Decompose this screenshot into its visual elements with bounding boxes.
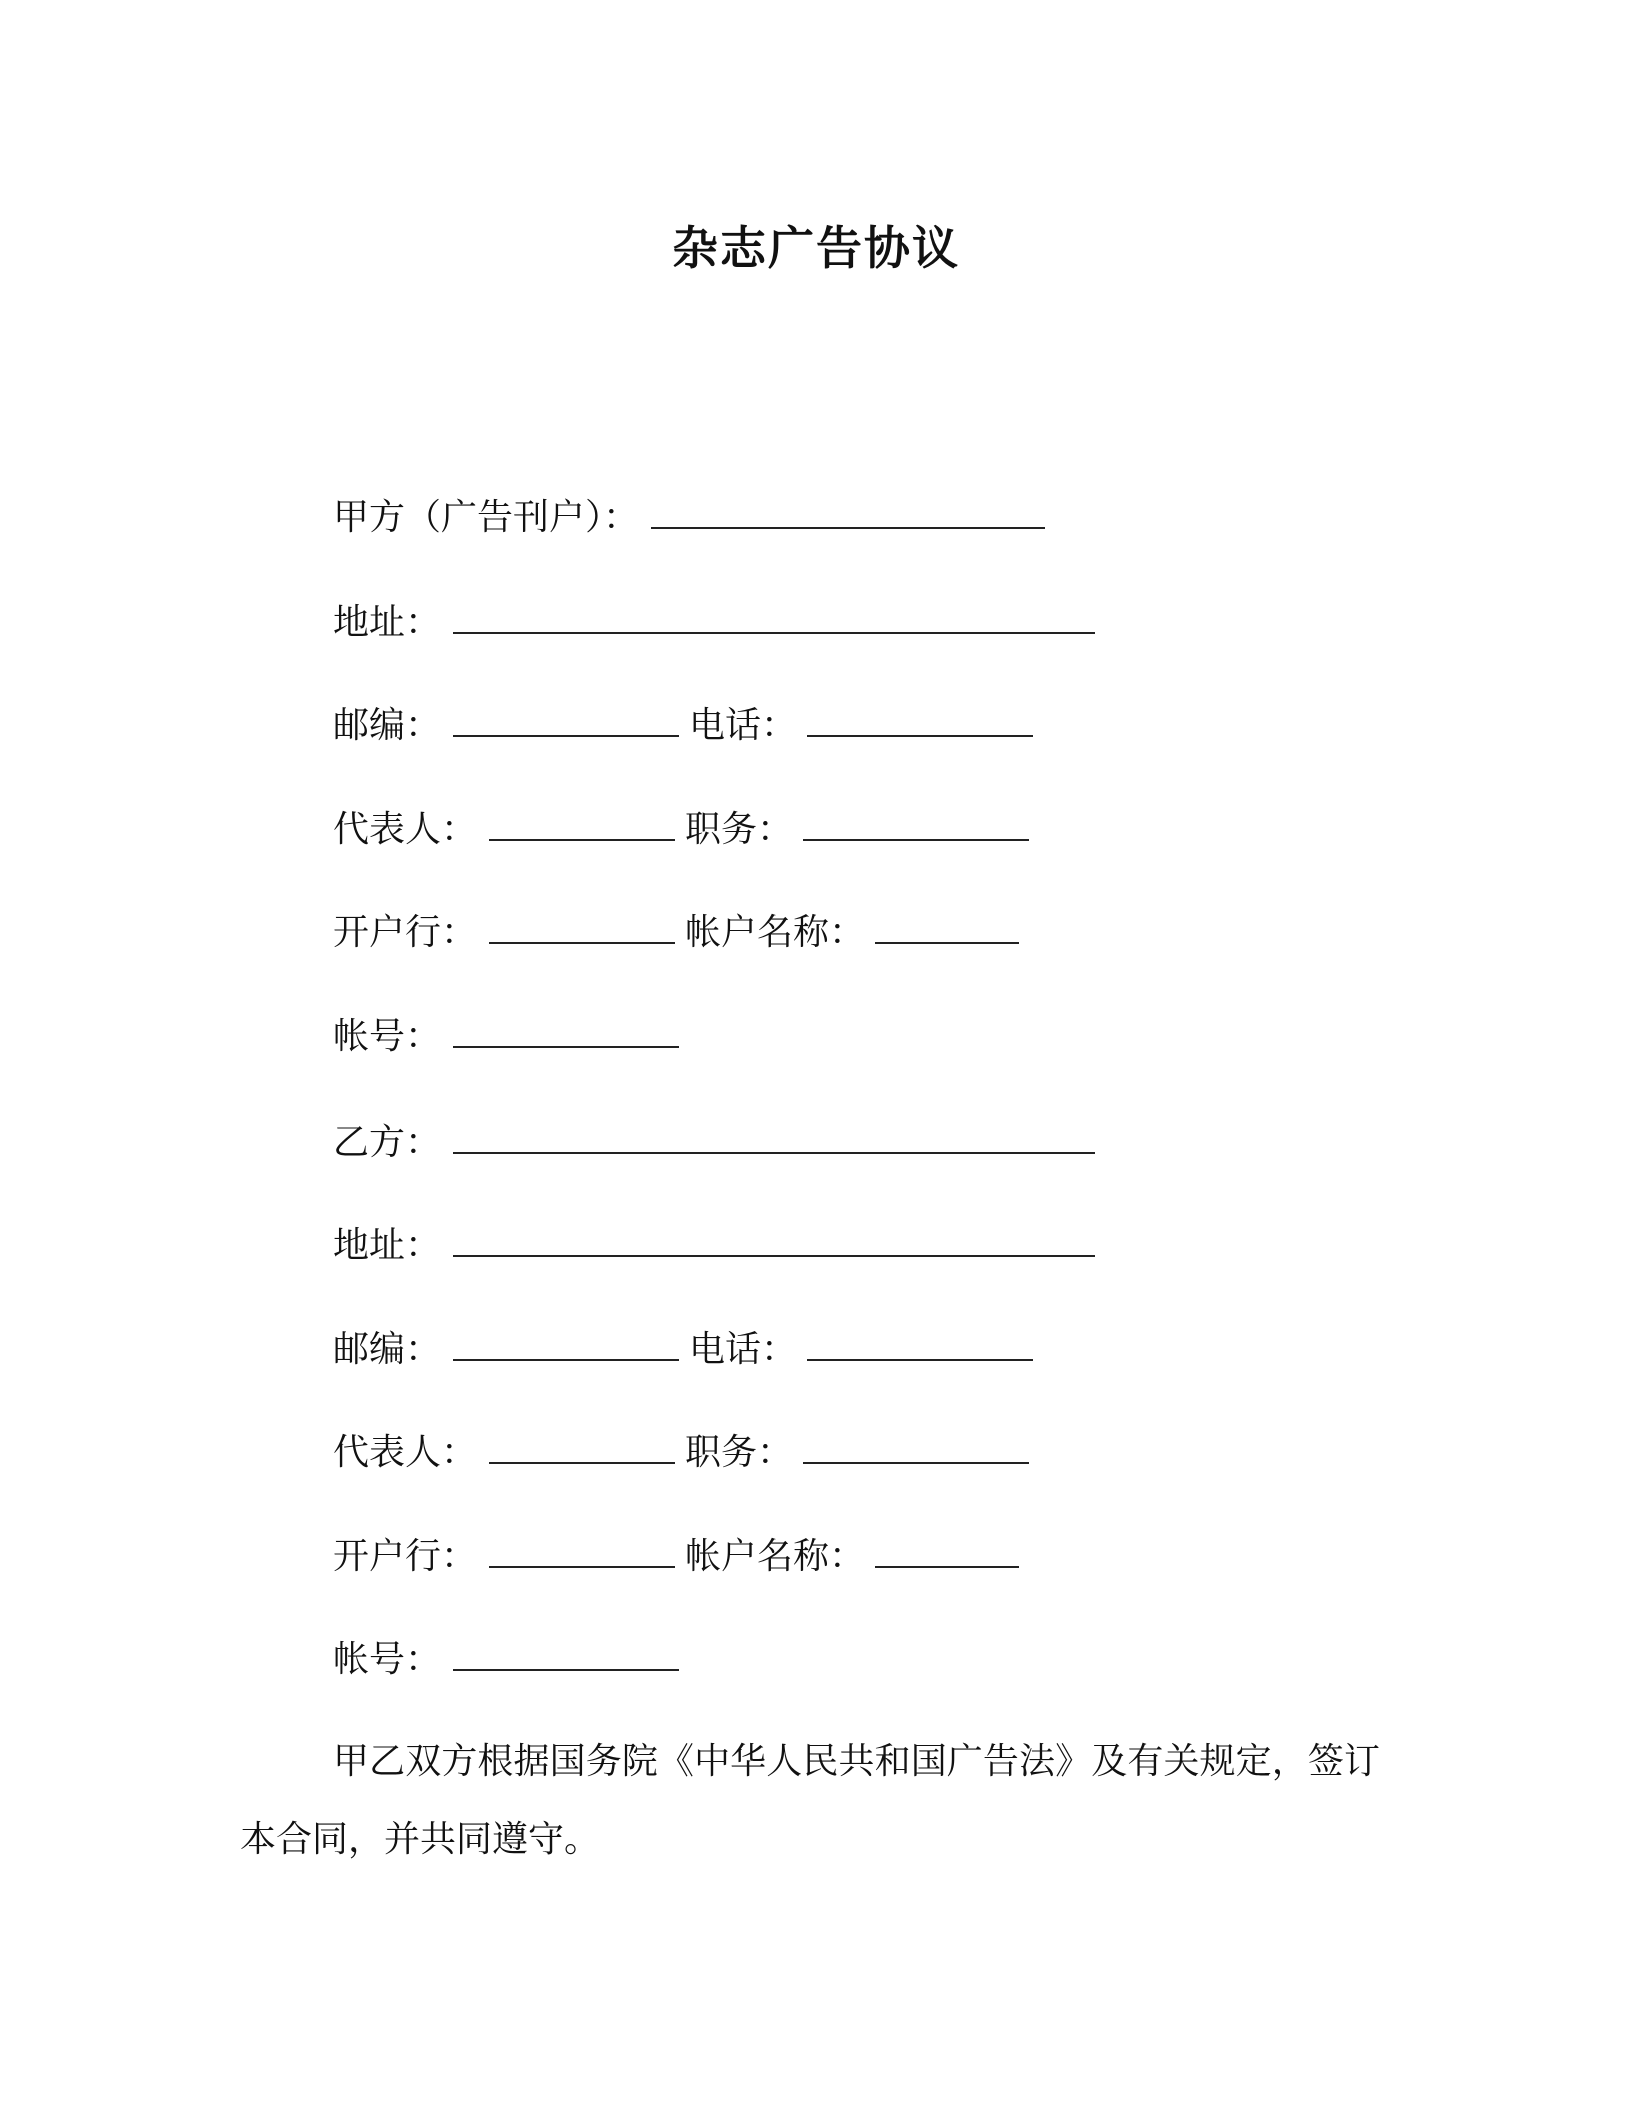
- party-b-position-label: 职务：: [685, 1432, 794, 1473]
- party-b-account-no-blank[interactable]: [453, 1635, 679, 1671]
- intro-paragraph: 甲乙双方根据国务院《中华人民共和国广告法》及有关规定，签订本合同，并共同遵守。: [240, 1741, 1380, 1860]
- party-a-name-row: [333, 493, 1055, 543]
- party-a-account-name-blank[interactable]: [875, 908, 1019, 944]
- party-b-position-blank[interactable]: [803, 1428, 1029, 1464]
- party-a-representative-row: [333, 805, 1039, 855]
- party-b-address-row: [333, 1221, 1105, 1271]
- party-a-position-blank[interactable]: [803, 805, 1029, 841]
- party-b-account-name-blank[interactable]: [875, 1532, 1019, 1568]
- party-b-bank-row: [333, 1532, 1029, 1582]
- party-b-address-label: 地址：: [333, 1225, 442, 1266]
- party-b-bank-blank[interactable]: [489, 1532, 675, 1568]
- party-a-address-label: 地址：: [333, 602, 442, 643]
- party-b-name-row: [333, 1118, 1105, 1168]
- party-b-postcode-label: 邮编：: [333, 1329, 442, 1370]
- party-b-bank-label: 开户行：: [333, 1536, 478, 1577]
- party-a-account-no-label: 帐号：: [333, 1016, 442, 1057]
- party-a-name-blank[interactable]: [651, 493, 1045, 529]
- party-a-bank-blank[interactable]: [489, 908, 675, 944]
- party-b-representative-label: 代表人：: [333, 1432, 478, 1473]
- party-b-contact-row: [333, 1325, 1043, 1375]
- party-a-representative-blank[interactable]: [489, 805, 675, 841]
- party-a-position-label: 职务：: [685, 809, 794, 850]
- party-a-name-label: 甲方（广告刊户）：: [333, 497, 640, 538]
- party-a-contact-row: [333, 701, 1043, 751]
- party-a-phone-label: 电话：: [689, 705, 798, 746]
- party-b-name-label: 乙方：: [333, 1122, 442, 1163]
- party-b-representative-blank[interactable]: [489, 1428, 675, 1464]
- party-a-bank-row: [333, 908, 1029, 958]
- party-a-account-no-blank[interactable]: [453, 1012, 679, 1048]
- party-a-address-blank[interactable]: [453, 598, 1095, 634]
- party-b-representative-row: [333, 1428, 1039, 1478]
- party-a-postcode-blank[interactable]: [453, 701, 679, 737]
- party-b-account-name-label: 帐户名称：: [685, 1536, 866, 1577]
- party-b-postcode-blank[interactable]: [453, 1325, 679, 1361]
- party-a-representative-label: 代表人：: [333, 809, 478, 850]
- party-b-address-blank[interactable]: [453, 1221, 1095, 1257]
- party-a-phone-blank[interactable]: [807, 701, 1033, 737]
- party-b-account-no-label: 帐号：: [333, 1639, 442, 1680]
- party-a-bank-label: 开户行：: [333, 912, 478, 953]
- document-title: 杂志广告协议: [672, 221, 960, 275]
- party-a-account-no-row: [333, 1012, 689, 1062]
- party-a-address-row: [333, 598, 1105, 648]
- party-b-phone-label: 电话：: [689, 1329, 798, 1370]
- party-a-account-name-label: 帐户名称：: [685, 912, 866, 953]
- party-b-account-no-row: [333, 1635, 689, 1685]
- party-a-postcode-label: 邮编：: [333, 705, 442, 746]
- party-b-phone-blank[interactable]: [807, 1325, 1033, 1361]
- party-b-name-blank[interactable]: [453, 1118, 1095, 1154]
